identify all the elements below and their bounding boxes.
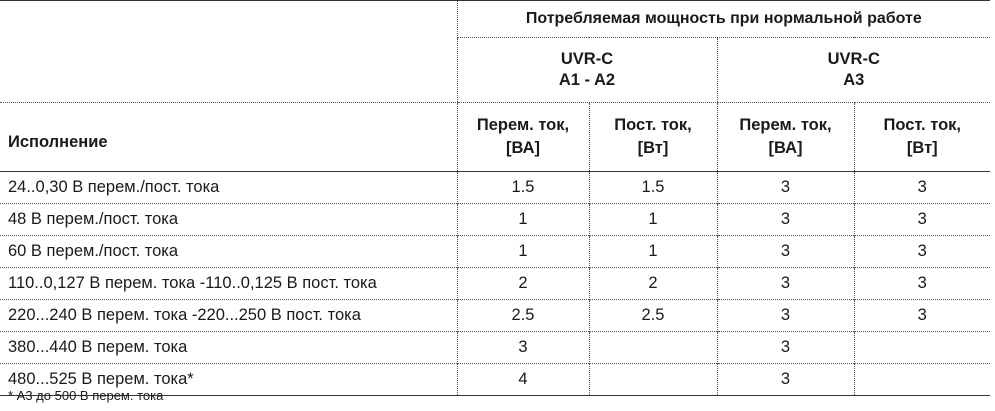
- table-cell: [589, 364, 717, 396]
- product-size: A1 - A2: [558, 71, 616, 89]
- row-label: 220...240 В перем. тока -220...250 В пост. тока: [0, 300, 457, 332]
- table-cell: 3: [717, 332, 854, 364]
- table-cell: 3: [854, 204, 990, 236]
- product-name: UVR-C: [560, 50, 614, 68]
- product-size: A3: [843, 71, 865, 89]
- table-cell: 3: [854, 172, 990, 204]
- product-header-a3: [717, 38, 990, 103]
- table-row: [0, 236, 990, 268]
- table-row: [0, 332, 990, 364]
- table-row: [0, 204, 990, 236]
- table-cell: 3: [457, 332, 589, 364]
- table-cell: 3: [717, 236, 854, 268]
- table-cell: 2.5: [589, 300, 717, 332]
- header-empty-cell: [0, 1, 457, 38]
- table-cell: 3: [854, 268, 990, 300]
- table-cell: 3: [854, 300, 990, 332]
- row-label: 480...525 В перем. тока*: [0, 364, 457, 396]
- table-cell: [589, 332, 717, 364]
- table-cell: 2: [457, 268, 589, 300]
- table-cell: 3: [854, 236, 990, 268]
- product-name: UVR-C: [827, 50, 880, 68]
- column-header-ac: Перем. ток, [ВА]: [457, 103, 589, 172]
- row-label: 380...440 В перем. тока: [0, 332, 457, 364]
- table-cell: 3: [717, 300, 854, 332]
- table-row: [0, 268, 990, 300]
- column-header-ac: Перем. ток, [ВА]: [717, 103, 854, 172]
- table-cell: 3: [717, 172, 854, 204]
- table-cell: 1: [589, 236, 717, 268]
- table-cell: 3: [717, 204, 854, 236]
- table-cell: 4: [457, 364, 589, 396]
- product-header-a1-a2: [457, 38, 717, 103]
- row-label: 110..0,127 В перем. тока -110..0,125 В пост. тока: [0, 268, 457, 300]
- footnote: * А3 до 500 В перем. тока: [8, 388, 164, 403]
- table-cell: 1.5: [457, 172, 589, 204]
- row-label: 48 В перем./пост. тока: [0, 204, 457, 236]
- row-label: 60 В перем./пост. тока: [0, 236, 457, 268]
- table-cell: 2.5: [457, 300, 589, 332]
- table-cell: 3: [717, 364, 854, 396]
- table-row: [0, 300, 990, 332]
- column-header-dc: Пост. ток, [Вт]: [589, 103, 717, 172]
- column-header-dc: Пост. ток, [Вт]: [854, 103, 990, 172]
- table-cell: [854, 332, 990, 364]
- column-header-version: Исполнение: [0, 103, 457, 172]
- group-header: Потребляемая мощность при нормальной работе: [457, 1, 990, 38]
- table-cell: 1.5: [589, 172, 717, 204]
- table-cell: 3: [717, 268, 854, 300]
- table-cell: 1: [457, 236, 589, 268]
- row-label: 24..0,30 В перем./пост. тока: [8, 178, 220, 196]
- table-row: [0, 172, 990, 204]
- header-empty-cell: [0, 38, 457, 103]
- table-cell: 2: [589, 268, 717, 300]
- table-cell: 1: [457, 204, 589, 236]
- table-cell: 1: [589, 204, 717, 236]
- table-cell: [854, 364, 990, 396]
